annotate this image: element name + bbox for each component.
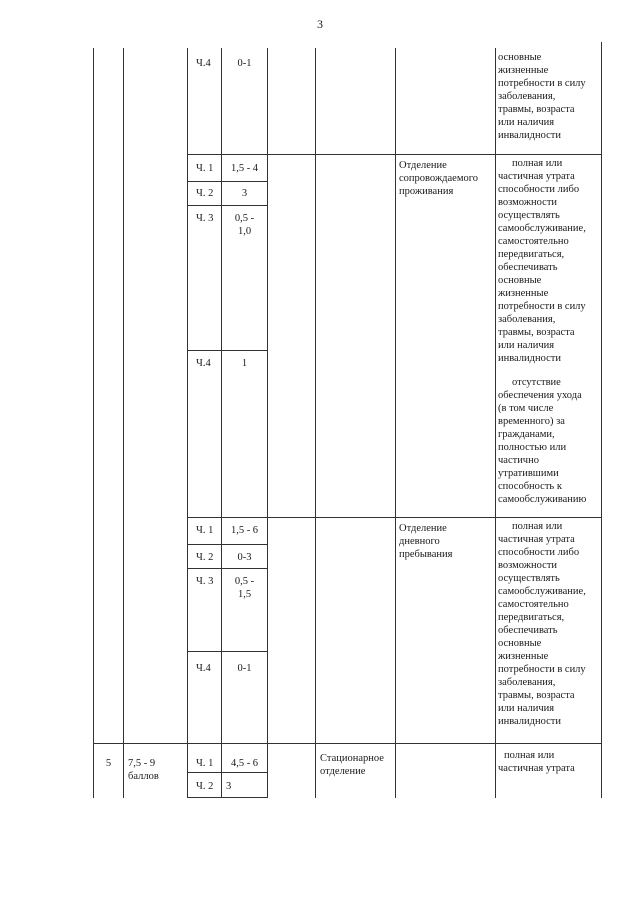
department-name: Отделение сопровождаемого проживания [399,160,479,197]
part-value: 0,5 - 1,0 [234,213,255,237]
criteria-text: основные жизненные потребности в силу заболевания, травмы, возраста или наличия инвалидности [498,52,586,141]
part-label: Ч. 1 [196,525,214,536]
row-number: 5 [105,758,112,769]
criteria-text: полная или частичная утрата способности либо возможности осуществлять самообслуживание, самостоятельно передвигаться, обеспечивать основные жизненные потребности в силу заболевания, травмы, возраста или наличия инвалидности [498,521,586,727]
part-value: 0-3 [237,552,252,563]
criteria-text: полная или частичная утрата способности либо возможности осуществлять самообслуживание, самостоятельно передвигаться, обеспечивать основные жизненные потребности в силу заболевания, травмы, возраста или наличия инвалидности [498,158,586,364]
part-label: Ч. 2 [196,552,214,563]
department-name: Стационарное отделение [320,753,384,777]
part-value: 0,5 - 1,5 [234,576,255,600]
part-value: 0-1 [237,58,252,69]
part-label: Ч. 2 [196,781,214,792]
part-label: Ч. 1 [196,758,214,769]
criteria-text: полная или частичная утрата [498,750,575,774]
part-label: Ч. 3 [196,576,214,587]
part-value: 3 [241,188,248,199]
part-label: Ч. 2 [196,188,214,199]
part-label: Ч.4 [196,58,211,69]
part-value: 1,5 - 6 [230,525,259,536]
part-label: Ч. 3 [196,213,214,224]
part-label: Ч. 1 [196,163,214,174]
department-name: Отделение дневного пребывания [399,523,453,560]
part-value: 1,5 - 4 [230,163,259,174]
part-value: 3 [226,781,232,792]
part-value: 4,5 - 6 [230,758,259,769]
score-range: 7,5 - 9 баллов [128,758,159,782]
part-label: Ч.4 [196,358,211,369]
criteria-text: отсутствие обеспечения ухода (в том числе временного) за гражданами, полностью или частично утратившими способность к самообслуживанию [498,377,587,505]
part-value: 1 [241,358,248,369]
page-number: 3 [317,17,323,31]
part-label: Ч.4 [196,663,211,674]
part-value: 0-1 [237,663,252,674]
